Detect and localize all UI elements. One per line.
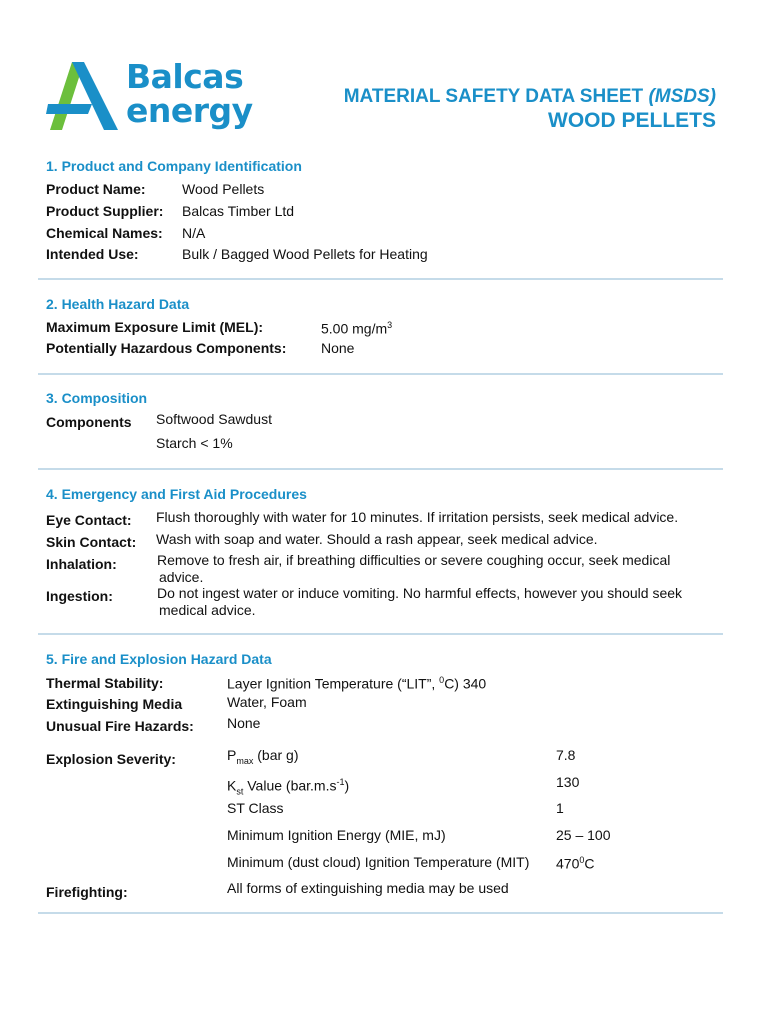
pmax-subscript: max [236,755,254,766]
mel-value-text: 5.00 mg/m [321,320,388,337]
section-1-heading: 1. Product and Company Identification [46,158,302,174]
unusual-fire-hazards-value: None [227,715,261,731]
inhalation-label: Inhalation: [46,556,117,572]
lit-text: Layer Ignition Temperature (“LIT”, [227,675,440,692]
mit-value [556,852,595,873]
ingestion-value-line-1: Do not ingest water or induce vomiting. No harmful effects, however you should seek [157,585,683,601]
kst-value: 130 [556,774,580,790]
section-2-heading: 2. Health Hazard Data [46,296,190,312]
logo-mark-icon [46,60,124,138]
pmax-symbol: P [227,747,237,763]
section-3-heading: 3. Composition [46,390,148,406]
thermal-stability-value [227,672,486,693]
eye-contact-label: Eye Contact: [46,512,132,528]
chemical-names-label: Chemical Names: [46,225,163,241]
kst-unit: Value (bar.m.s [243,777,337,794]
unusual-fire-hazards-label: Unusual Fire Hazards: [46,718,194,734]
firefighting-value: All forms of extinguishing media may be used [227,880,509,896]
st-class-label: ST Class [227,800,284,816]
balcas-energy-logo [46,57,256,138]
ingestion-label: Ingestion: [46,588,113,604]
logo-line-1: Balcas [126,57,244,96]
firefighting-label: Firefighting: [46,884,128,900]
extinguishing-media-label: Extinguishing Media [46,696,183,712]
intended-use-label: Intended Use: [46,246,139,262]
kst-symbol: K [227,777,237,794]
mie-label: Minimum Ignition Energy (MIE, mJ) [227,827,446,843]
inhalation-value-line-1: Remove to fresh air, if breathing difficulties or severe coughing occur, seek medical [157,552,671,568]
inhalation-value-line-2: advice. [159,569,204,585]
kst-close-paren: ) [344,777,350,794]
explosion-severity-label: Explosion Severity: [46,751,176,767]
document-title [344,86,716,134]
component-item: Softwood Sawdust [156,411,272,427]
ingestion-value-line-2: medical advice. [159,602,256,618]
hazardous-components-value: None [321,340,355,356]
section-4-heading: 4. Emergency and First Aid Procedures [46,486,307,502]
section-divider [38,278,723,280]
product-supplier-label: Product Supplier: [46,203,164,219]
product-name-value: Wood Pellets [182,181,265,197]
extinguishing-media-value: Water, Foam [227,694,307,710]
intended-use-value: Bulk / Bagged Wood Pellets for Heating [182,246,428,262]
mit-degree: 0 [579,855,585,865]
mit-unit: C [584,855,595,872]
section-5-heading: 5. Fire and Explosion Hazard Data [46,651,272,667]
title-line-2: WOOD PELLETS [548,109,716,132]
mit-number: 470 [556,855,580,872]
degree-superscript: 0 [439,675,445,685]
hazardous-components-label: Potentially Hazardous Components: [46,340,287,356]
skin-contact-label: Skin Contact: [46,534,137,550]
components-label: Components [46,414,132,430]
section-divider [38,468,723,470]
mit-label: Minimum (dust cloud) Ignition Temperature (MIT) [227,854,530,870]
st-class-value: 1 [556,800,564,816]
mie-value: 25 – 100 [556,827,611,843]
section-divider [38,912,723,914]
title-abbrev: (MSDS) [648,86,716,107]
pmax-value: 7.8 [556,747,576,763]
product-name-label: Product Name: [46,181,146,197]
kst-label [227,774,349,800]
kst-subscript: st [236,786,244,797]
mel-label: Maximum Exposure Limit (MEL): [46,319,264,335]
chemical-names-value: N/A [182,225,206,241]
product-supplier-value: Balcas Timber Ltd [182,203,295,219]
section-divider [38,633,723,635]
lit-value: C) 340 [444,675,487,692]
section-divider [38,373,723,375]
pmax-label [227,747,298,770]
title-line-1: MATERIAL SAFETY DATA SHEET [343,86,649,107]
logo-line-2: energy [126,91,253,130]
component-item: Starch < 1% [156,435,233,451]
eye-contact-value: Flush thoroughly with water for 10 minutes. If irritation persists, seek medical advice. [156,509,679,525]
mel-unit-exponent: 3 [387,320,393,330]
pmax-unit: (bar g) [253,747,299,763]
thermal-stability-label: Thermal Stability: [46,675,164,691]
kst-exponent: -1 [336,777,345,787]
mel-value [321,317,392,338]
skin-contact-value: Wash with soap and water. Should a rash appear, seek medical advice. [156,531,598,547]
